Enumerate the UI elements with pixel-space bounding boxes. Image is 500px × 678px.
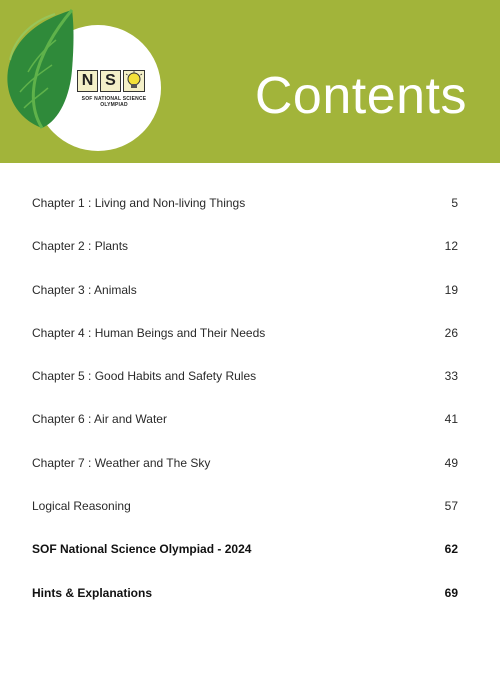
- toc-entry-page: 19: [444, 282, 458, 297]
- table-of-contents: [32, 196, 458, 629]
- header-banner: [0, 0, 500, 163]
- toc-entry-label: Chapter 1 : Living and Non-living Things: [32, 196, 246, 210]
- toc-entry-page: 69: [444, 585, 458, 600]
- toc-entry-hints[interactable]: [32, 586, 458, 629]
- toc-entry-label-group: [32, 542, 251, 556]
- toc-entry-page: 12: [444, 239, 458, 254]
- logo-letter-n: N: [77, 70, 98, 92]
- logo-subtitle: [79, 96, 149, 108]
- toc-entry-label: Chapter 6 : Air and Water: [32, 412, 167, 427]
- toc-entry-chapter-6[interactable]: [32, 412, 458, 455]
- toc-entry-label: Hints & Explanations: [32, 585, 153, 600]
- toc-entry-page: 62: [444, 542, 458, 557]
- toc-entry-label: Chapter 3 : Animals: [32, 282, 137, 297]
- toc-entry-chapter-1[interactable]: [32, 196, 458, 239]
- toc-entry-label: National Science Olympiad - 2024: [60, 542, 252, 557]
- toc-entry-page: 49: [444, 455, 458, 470]
- toc-entry-page: 41: [444, 412, 458, 427]
- toc-entry-olympiad-2024[interactable]: [32, 542, 458, 585]
- toc-entry-label: Chapter 2 : Plants: [32, 239, 129, 254]
- toc-entry-page: 33: [444, 369, 458, 384]
- toc-entry-chapter-7[interactable]: [32, 456, 458, 499]
- page-title: Contents: [254, 67, 467, 125]
- toc-entry-logical-reasoning[interactable]: [32, 499, 458, 542]
- toc-entry-page: 57: [444, 499, 458, 514]
- toc-entry-label: Chapter 4 : Human Beings and Their Needs: [32, 325, 266, 340]
- bulb-icon: [123, 70, 145, 92]
- toc-entry-label: Chapter 5 : Good Habits and Safety Rules: [32, 369, 257, 384]
- logo-subtitle-line2: OLYMPIAD: [100, 102, 128, 108]
- toc-entry-chapter-2[interactable]: [32, 239, 458, 282]
- toc-entry-label: Chapter 7 : Weather and The Sky: [32, 455, 211, 470]
- toc-entry-chapter-3[interactable]: [32, 283, 458, 326]
- logo-subtitle-line1: SOF NATIONAL SCIENCE: [81, 96, 147, 102]
- toc-entry-page: 26: [444, 325, 458, 340]
- toc-entry-chapter-5[interactable]: [32, 369, 458, 412]
- sof-logo-text: SOF: [32, 542, 57, 557]
- nso-logo: [77, 70, 145, 92]
- toc-entry-page: 5: [451, 196, 458, 210]
- toc-entry-chapter-4[interactable]: [32, 326, 458, 369]
- toc-entry-label: Logical Reasoning: [32, 499, 131, 514]
- logo-letter-s: S: [100, 70, 121, 92]
